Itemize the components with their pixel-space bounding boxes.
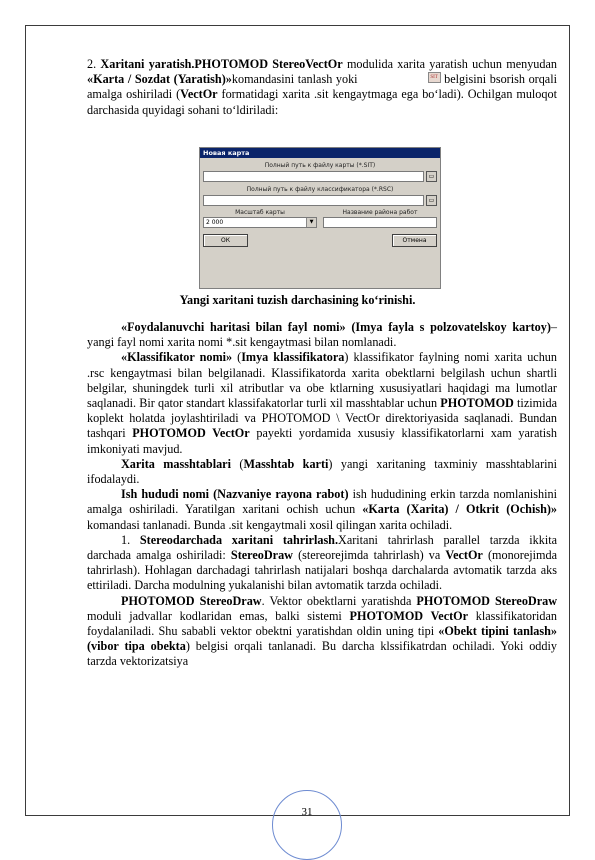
text: formatidagi xarita .sit kengaytmaga ega bo‘ladi). Ochilgan muloqot darchasida quyidagi sohani to‘ldiriladi: bbox=[87, 87, 557, 117]
text: ( bbox=[232, 350, 242, 365]
bold-text: Stereodarchada xaritani tahrirlash. bbox=[139, 532, 339, 547]
text: tizimida koplekt holatda joylashtiriladi va PHOTOMOD \ VectOr direktoriyasida saqlanadi. Bundan tashqari bbox=[87, 396, 557, 441]
paragraph-classifier bbox=[87, 350, 557, 456]
text: moduli jadvallar kodlaridan emas, balki sistemi bbox=[87, 608, 350, 623]
text: (stereorejimda tahrirlash) va bbox=[292, 548, 446, 563]
body-text bbox=[87, 320, 557, 670]
text: modulida xarita yaratish uchun menyudan bbox=[342, 57, 557, 71]
text: belgisini bsorish orqali amalga oshiriladi ( bbox=[87, 72, 557, 102]
bold-text: PHOTOMOD VectOr bbox=[349, 608, 469, 623]
bold-text: Xarita masshtablari bbox=[121, 456, 231, 471]
bold-text: «Obekt tipini tanlash» (vibor tipa obekta bbox=[87, 624, 557, 654]
map-scale-value: 2 000 bbox=[206, 219, 224, 226]
chevron-down-icon[interactable]: ▼ bbox=[306, 218, 316, 227]
map-file-label: Полный путь к файлу карты (*.SIT) bbox=[264, 162, 376, 169]
paragraph-stereo-edit bbox=[87, 533, 557, 594]
classifier-file-label: Полный путь к файлу классификатора (*.RSC) bbox=[246, 186, 394, 193]
map-scale-select[interactable] bbox=[203, 217, 317, 228]
paragraph-stereodraw bbox=[87, 594, 557, 670]
text: ) yangi xaritaning taxminiy masshtablarini ifodalaydi. bbox=[87, 456, 558, 487]
bold-text: «Karta (Xarita) / Otkrit (Ochish)» bbox=[362, 502, 558, 517]
paragraph-scale bbox=[87, 457, 557, 487]
bold-text: Imya klassifikatora bbox=[241, 350, 345, 365]
bold-text: VectOr bbox=[445, 548, 483, 563]
bold-text: VectOr bbox=[180, 87, 218, 102]
text: komandasini tanlash yoki bbox=[231, 72, 358, 87]
page-number-circle bbox=[272, 790, 342, 860]
paragraph-file-name bbox=[87, 320, 557, 350]
region-name-input[interactable] bbox=[323, 217, 437, 228]
bold-text: PHOTOMOD VectOr bbox=[132, 426, 250, 441]
paragraph-region bbox=[87, 487, 557, 533]
text: ) klassifikator faylning nomi xarita uchun .rsc kengaytmasi bilan belgilanadi. Klassifikatorda xarita obektlarni belgilash uchun shartli belgilar, shuningdek turli xil atributlar va obe ktlarning xususiyatlari haqidagi ma lumotlar saqlanadi. Bir qator standart klassifakatorlar turli xil masshtablar uchun bbox=[87, 350, 557, 411]
text: – yangi fayl nomi xarita nomi *.sit kengaytmasi bilan nomlanadi. bbox=[87, 320, 557, 350]
dialog-title: Новая карта bbox=[200, 148, 440, 158]
paragraph-number: 1. bbox=[121, 532, 131, 547]
bold-text: Masshtab karti bbox=[243, 456, 329, 471]
text: payekti yordamida xususiy klassifikatorlarni xam yaratish imkoniyati mavjud. bbox=[87, 426, 557, 456]
folder-open-icon[interactable]: ▭ bbox=[426, 171, 437, 182]
create-map-icon: SIT bbox=[428, 72, 441, 83]
text: ish hududining erkin tarzda nomlanishini amalga oshiriladi. Yaratilgan xaritani ochish uchun bbox=[87, 487, 557, 517]
cancel-button[interactable]: Отмена bbox=[392, 234, 437, 247]
text: ( bbox=[230, 456, 244, 471]
bold-text: StereoDraw bbox=[230, 548, 293, 563]
text: (monorejimda tahrirlash). Hohlagan darchadagi tahrirlash natijalari boshqa darchalarda avtomatik tarzda aks ettiriladi. Darcha modulning yukalanishi bilan avtomatik tarzda ochiladi. bbox=[87, 548, 557, 593]
folder-open-icon[interactable]: ▭ bbox=[426, 195, 437, 206]
map-scale-label: Масштаб карты bbox=[235, 209, 285, 216]
bold-text: «Klassifikator nomi» bbox=[121, 350, 233, 365]
region-name-label: Название района работ bbox=[342, 209, 418, 216]
figure-caption: Yangi xaritani tuzish darchasining ko‘rinishi. bbox=[179, 293, 416, 307]
map-file-input[interactable] bbox=[203, 171, 424, 182]
text: klassifikatoridan foydalaniladi. Shu sababli vektor obektni yaratishdan oldin uning tipi bbox=[87, 608, 557, 639]
text: Xaritani tahrirlash parallel tarzda ikkita darchada amalga oshiriladi: bbox=[87, 532, 558, 563]
new-map-dialog bbox=[199, 147, 441, 289]
bold-text: «Foydalanuvchi haritasi bilan fayl nomi» (Imya fayla s polzovatelskoy kartoy) bbox=[121, 320, 551, 334]
page-number: 31 bbox=[301, 806, 313, 818]
bold-text: Ish hududi nomi (Nazvaniye rayona rabot) bbox=[121, 487, 349, 502]
paragraph-number: 2. bbox=[87, 57, 97, 71]
bold-text: PHOTOMOD bbox=[440, 396, 514, 411]
text: . Vektor obektlarni yaratishda bbox=[261, 593, 417, 608]
classifier-file-input[interactable] bbox=[203, 195, 424, 206]
figure-new-map-dialog bbox=[199, 147, 441, 289]
paragraph-1 bbox=[87, 57, 557, 118]
ok-button[interactable]: ОК bbox=[203, 234, 248, 247]
text: ) belgisi orqali tanlanadi. Bu darcha klssifikatrdan ochiladi. Yoki oddiy tarzda vektorizatsiya bbox=[87, 639, 557, 669]
text: komandasi tanlanadi. Bunda .sit kengaytmali xosil qilingan xarita ochiladi. bbox=[87, 517, 453, 532]
bold-text: «Karta / Sozdat (Yaratish)» bbox=[87, 72, 232, 87]
bold-text: Xaritani yaratish.PHOTOMOD StereoVectOr bbox=[100, 57, 343, 71]
bold-text: PHOTOMOD StereoDraw bbox=[416, 593, 558, 608]
bold-text: PHOTOMOD StereoDraw bbox=[121, 593, 262, 608]
